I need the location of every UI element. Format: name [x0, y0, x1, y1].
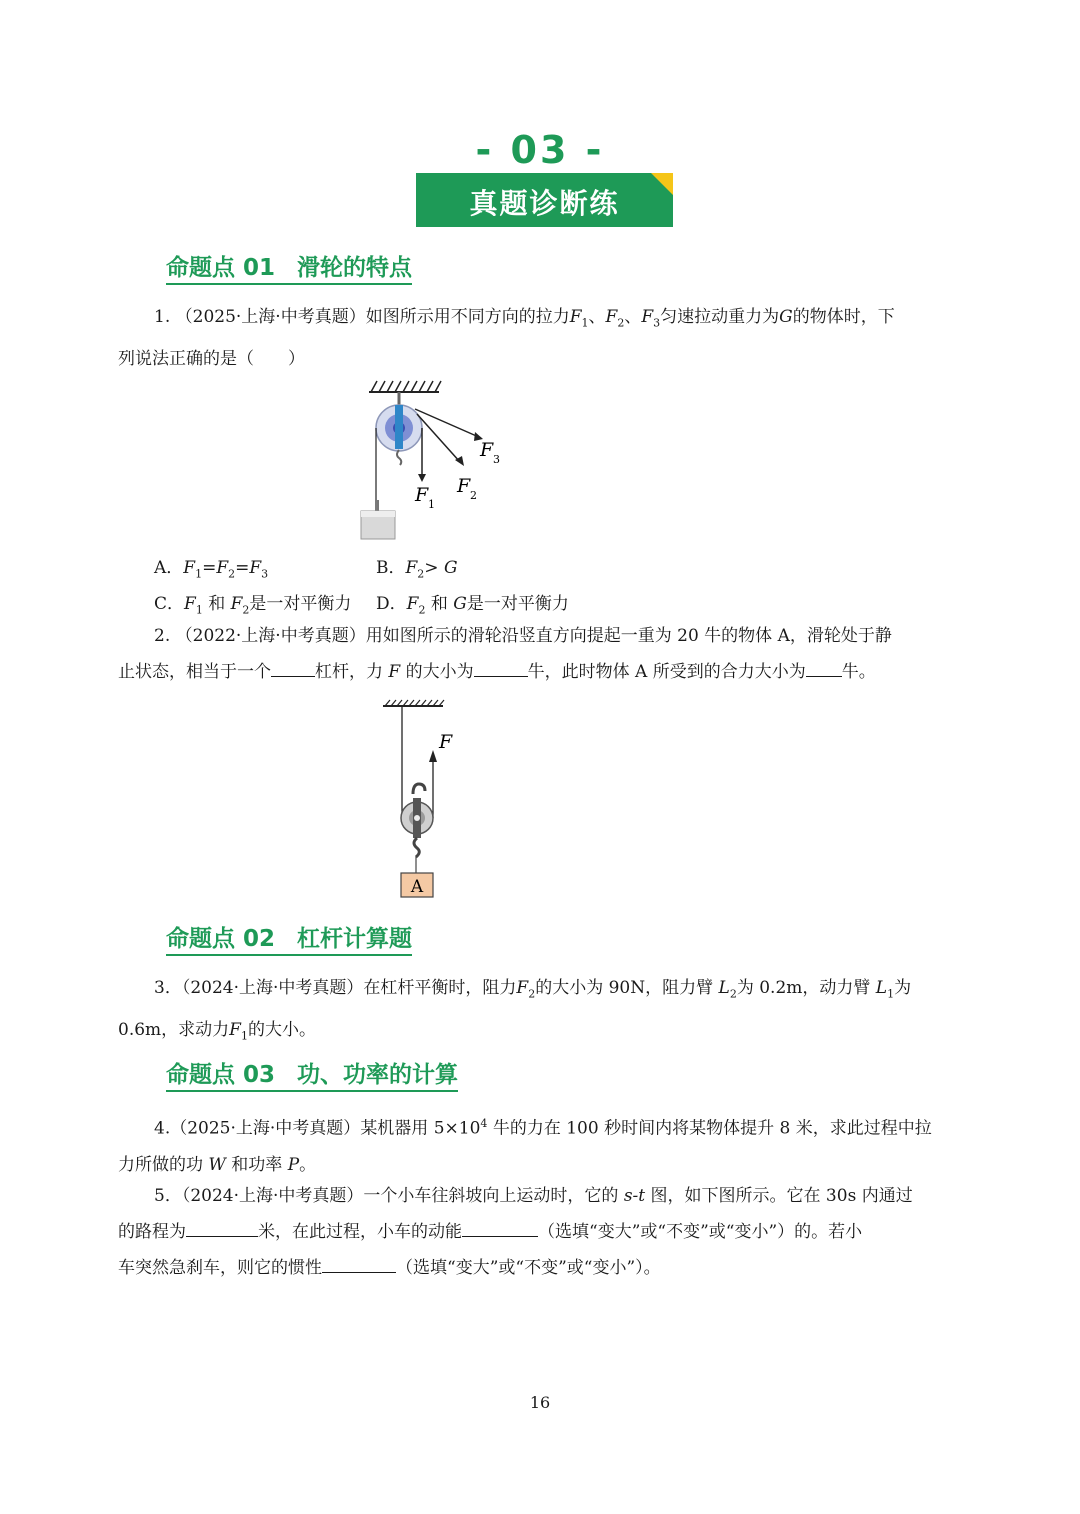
question-5: 5．（2024·上海·中考真题）一个小车往斜坡向上运动时，它的 s-t 图，如下图所示。它在 30s 内通过 的路程为 米，在此过程，小车的动能 （选填“变大”或“不变”或“变小”）的。若小 车突然急刹车，则它的惯性 （选填“变大”或“不变”或“变小”）。: [118, 1186, 913, 1278]
option-c: C．$F_1$ 和 $F_2$是一对平衡力: [154, 594, 352, 617]
topic-heading-01: [166, 249, 412, 285]
page-number: 16: [529, 1393, 551, 1412]
topic-title: 功、功率的计算: [297, 1062, 459, 1088]
pulley-figure-1: [355, 378, 515, 543]
svg-text:2: 2: [470, 489, 477, 502]
block-label-A: A: [410, 877, 424, 897]
answer-blank-3[interactable]: [806, 658, 842, 677]
topic-title: 杠杆计算题: [297, 926, 413, 952]
topic-heading-02: [166, 920, 412, 956]
option-d: D．$F_2$ 和 G是一对平衡力: [376, 594, 569, 617]
question-1: 1. （2025·上海·中考真题）如图所示用不同方向的拉力$F_1$、$F_2$、$F_3$匀速拉动重力为G的物体时，下 列说法正确的是（ ）: [118, 307, 895, 370]
svg-text:1: 1: [428, 498, 435, 511]
svg-text:3: 3: [493, 453, 500, 466]
topic-label: 命题点 01: [166, 255, 276, 281]
force-label-F1: F: [415, 484, 429, 506]
pulley-figure-2: [375, 698, 475, 903]
section-banner: [416, 173, 673, 227]
topic-heading-03: [166, 1056, 458, 1092]
topic-title: 滑轮的特点: [297, 255, 413, 281]
answer-blank-1[interactable]: [271, 658, 315, 677]
section-number: - 03 -: [475, 128, 605, 172]
question-4: 4.（2025·上海·中考真题）某机器用 $5\times 10^4$ 牛的力在 100 秒时间内将某物体提升 8 米，求此过程中拉 力所做的功 W 和功率 P。: [118, 1117, 932, 1175]
banner-corner-accent: [651, 173, 673, 195]
option-a: A．$F_1=F_2=F_3$: [154, 558, 269, 581]
force-label-F: F: [439, 731, 453, 753]
answer-blank-6[interactable]: [322, 1254, 396, 1273]
question-3: 3．（2024·上海·中考真题）在杠杆平衡时，阻力$F_2$的大小为 90N，阻力臂 $L_2$为 0.2m，动力臂 $L_1$为 0.6m，求动力$F_1$的大小。: [118, 978, 912, 1043]
answer-blank-4[interactable]: [186, 1218, 258, 1237]
answer-blank-2[interactable]: [474, 658, 528, 677]
option-b: B．$F_2> G$: [376, 558, 458, 581]
topic-label: 命题点 03: [166, 1062, 276, 1088]
topic-label: 命题点 02: [166, 926, 276, 952]
answer-blank-5[interactable]: [462, 1218, 538, 1237]
force-label-F2: F: [457, 475, 471, 497]
question-2: 2. （2022·上海·中考真题）用如图所示的滑轮沿竖直方向提起一重为 20 牛的物体 A，滑轮处于静 止状态，相当于一个 杠杆，力 F 的大小为 牛，此时物体 A 所受到的合力大小为 牛。: [118, 626, 892, 682]
force-label-F3: F: [480, 439, 494, 461]
banner-title: 真题诊断练: [469, 187, 620, 220]
